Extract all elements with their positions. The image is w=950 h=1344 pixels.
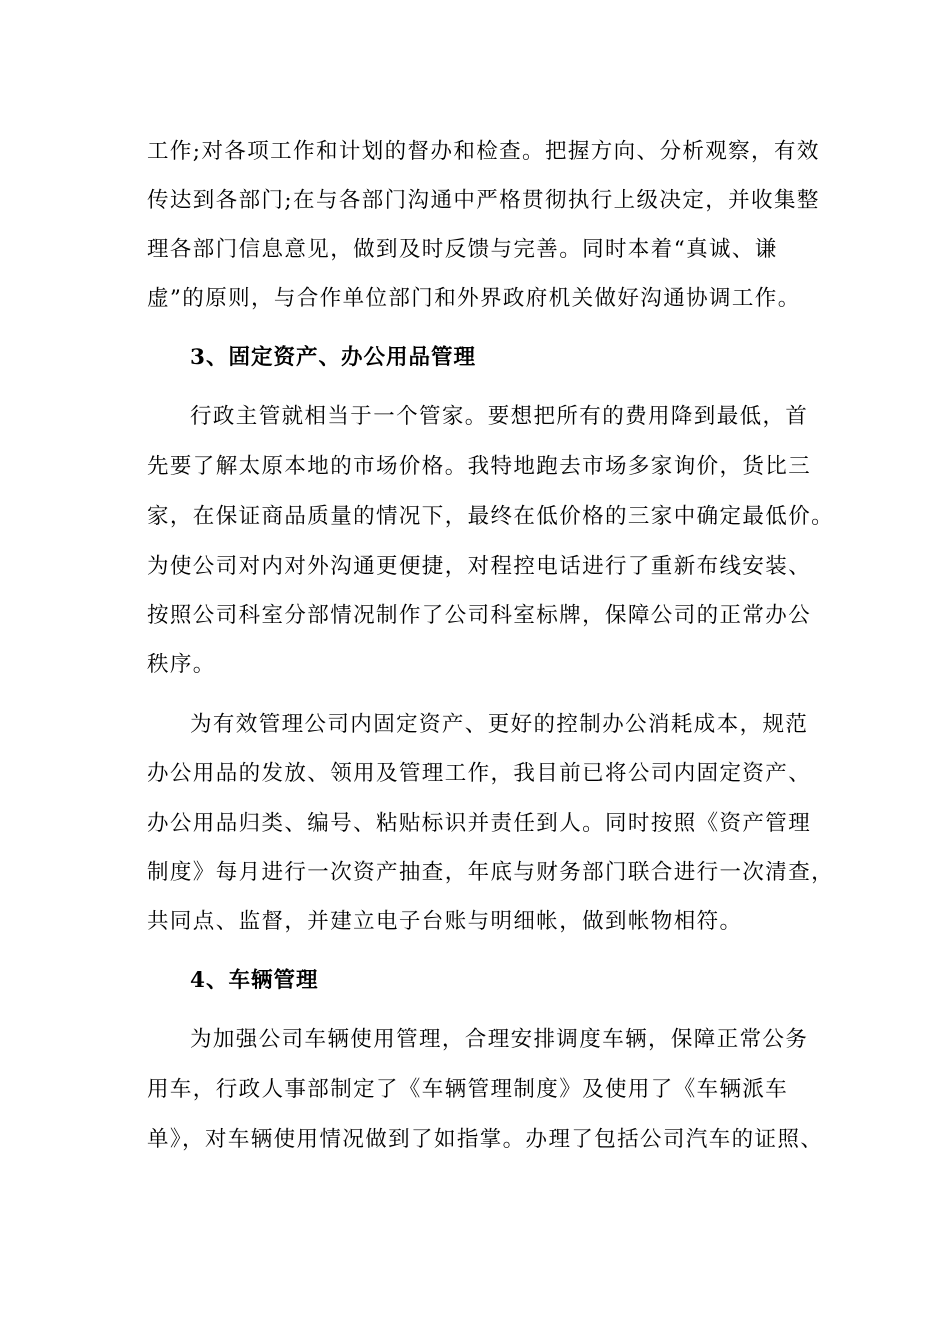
section-heading: 3、固定资产、办公用品管理: [190, 345, 476, 370]
paragraph-line: 为有效管理公司内固定资产、更好的控制办公消耗成本，规范: [190, 712, 809, 737]
paragraph-line: 办公用品的发放、领用及管理工作，我目前已将公司内固定资产、: [147, 761, 812, 786]
paragraph-line: 行政主管就相当于一个管家。要想把所有的费用降到最低，首: [190, 404, 809, 429]
paragraph-line: 制度》每月进行一次资产抽查，年底与财务部门联合进行一次清查，: [147, 860, 835, 885]
paragraph-line: 传达到各部门;在与各部门沟通中严格贯彻执行上级决定，并收集整: [147, 188, 820, 213]
paragraph-line: 为使公司对内对外沟通更便捷，对程控电话进行了重新布线安装、: [147, 554, 812, 579]
paragraph-line: 共同点、监督，并建立电子台账与明细帐，做到帐物相符。: [147, 909, 743, 934]
paragraph-line: 为加强公司车辆使用管理，合理安排调度车辆，保障正常公务: [190, 1027, 809, 1052]
paragraph-line: 虚”的原则，与合作单位部门和外界政府机关做好沟通协调工作。: [147, 286, 801, 311]
paragraph-line: 工作;对各项工作和计划的督办和检查。把握方向、分析观察，有效: [147, 139, 820, 164]
paragraph-line: 按照公司科室分部情况制作了公司科室标牌，保障公司的正常办公: [147, 603, 812, 628]
section-heading: 4、车辆管理: [190, 968, 319, 993]
paragraph-line: 家，在保证商品质量的情况下，最终在低价格的三家中确定最低价。: [147, 504, 835, 529]
paragraph-line: 先要了解太原本地的市场价格。我特地跑去市场多家询价，货比三: [147, 454, 812, 479]
paragraph-line: 秩序。: [147, 652, 216, 677]
paragraph-line: 用车，行政人事部制定了《车辆管理制度》及使用了《车辆派车: [147, 1077, 789, 1102]
paragraph-line: 理各部门信息意见，做到及时反馈与完善。同时本着“真诚、谦: [147, 237, 778, 262]
paragraph-line: 单》，对车辆使用情况做到了如指掌。办理了包括公司汽车的证照、: [147, 1127, 824, 1152]
paragraph-line: 办公用品归类、编号、粘贴标识并责任到人。同时按照《资产管理: [147, 811, 812, 836]
